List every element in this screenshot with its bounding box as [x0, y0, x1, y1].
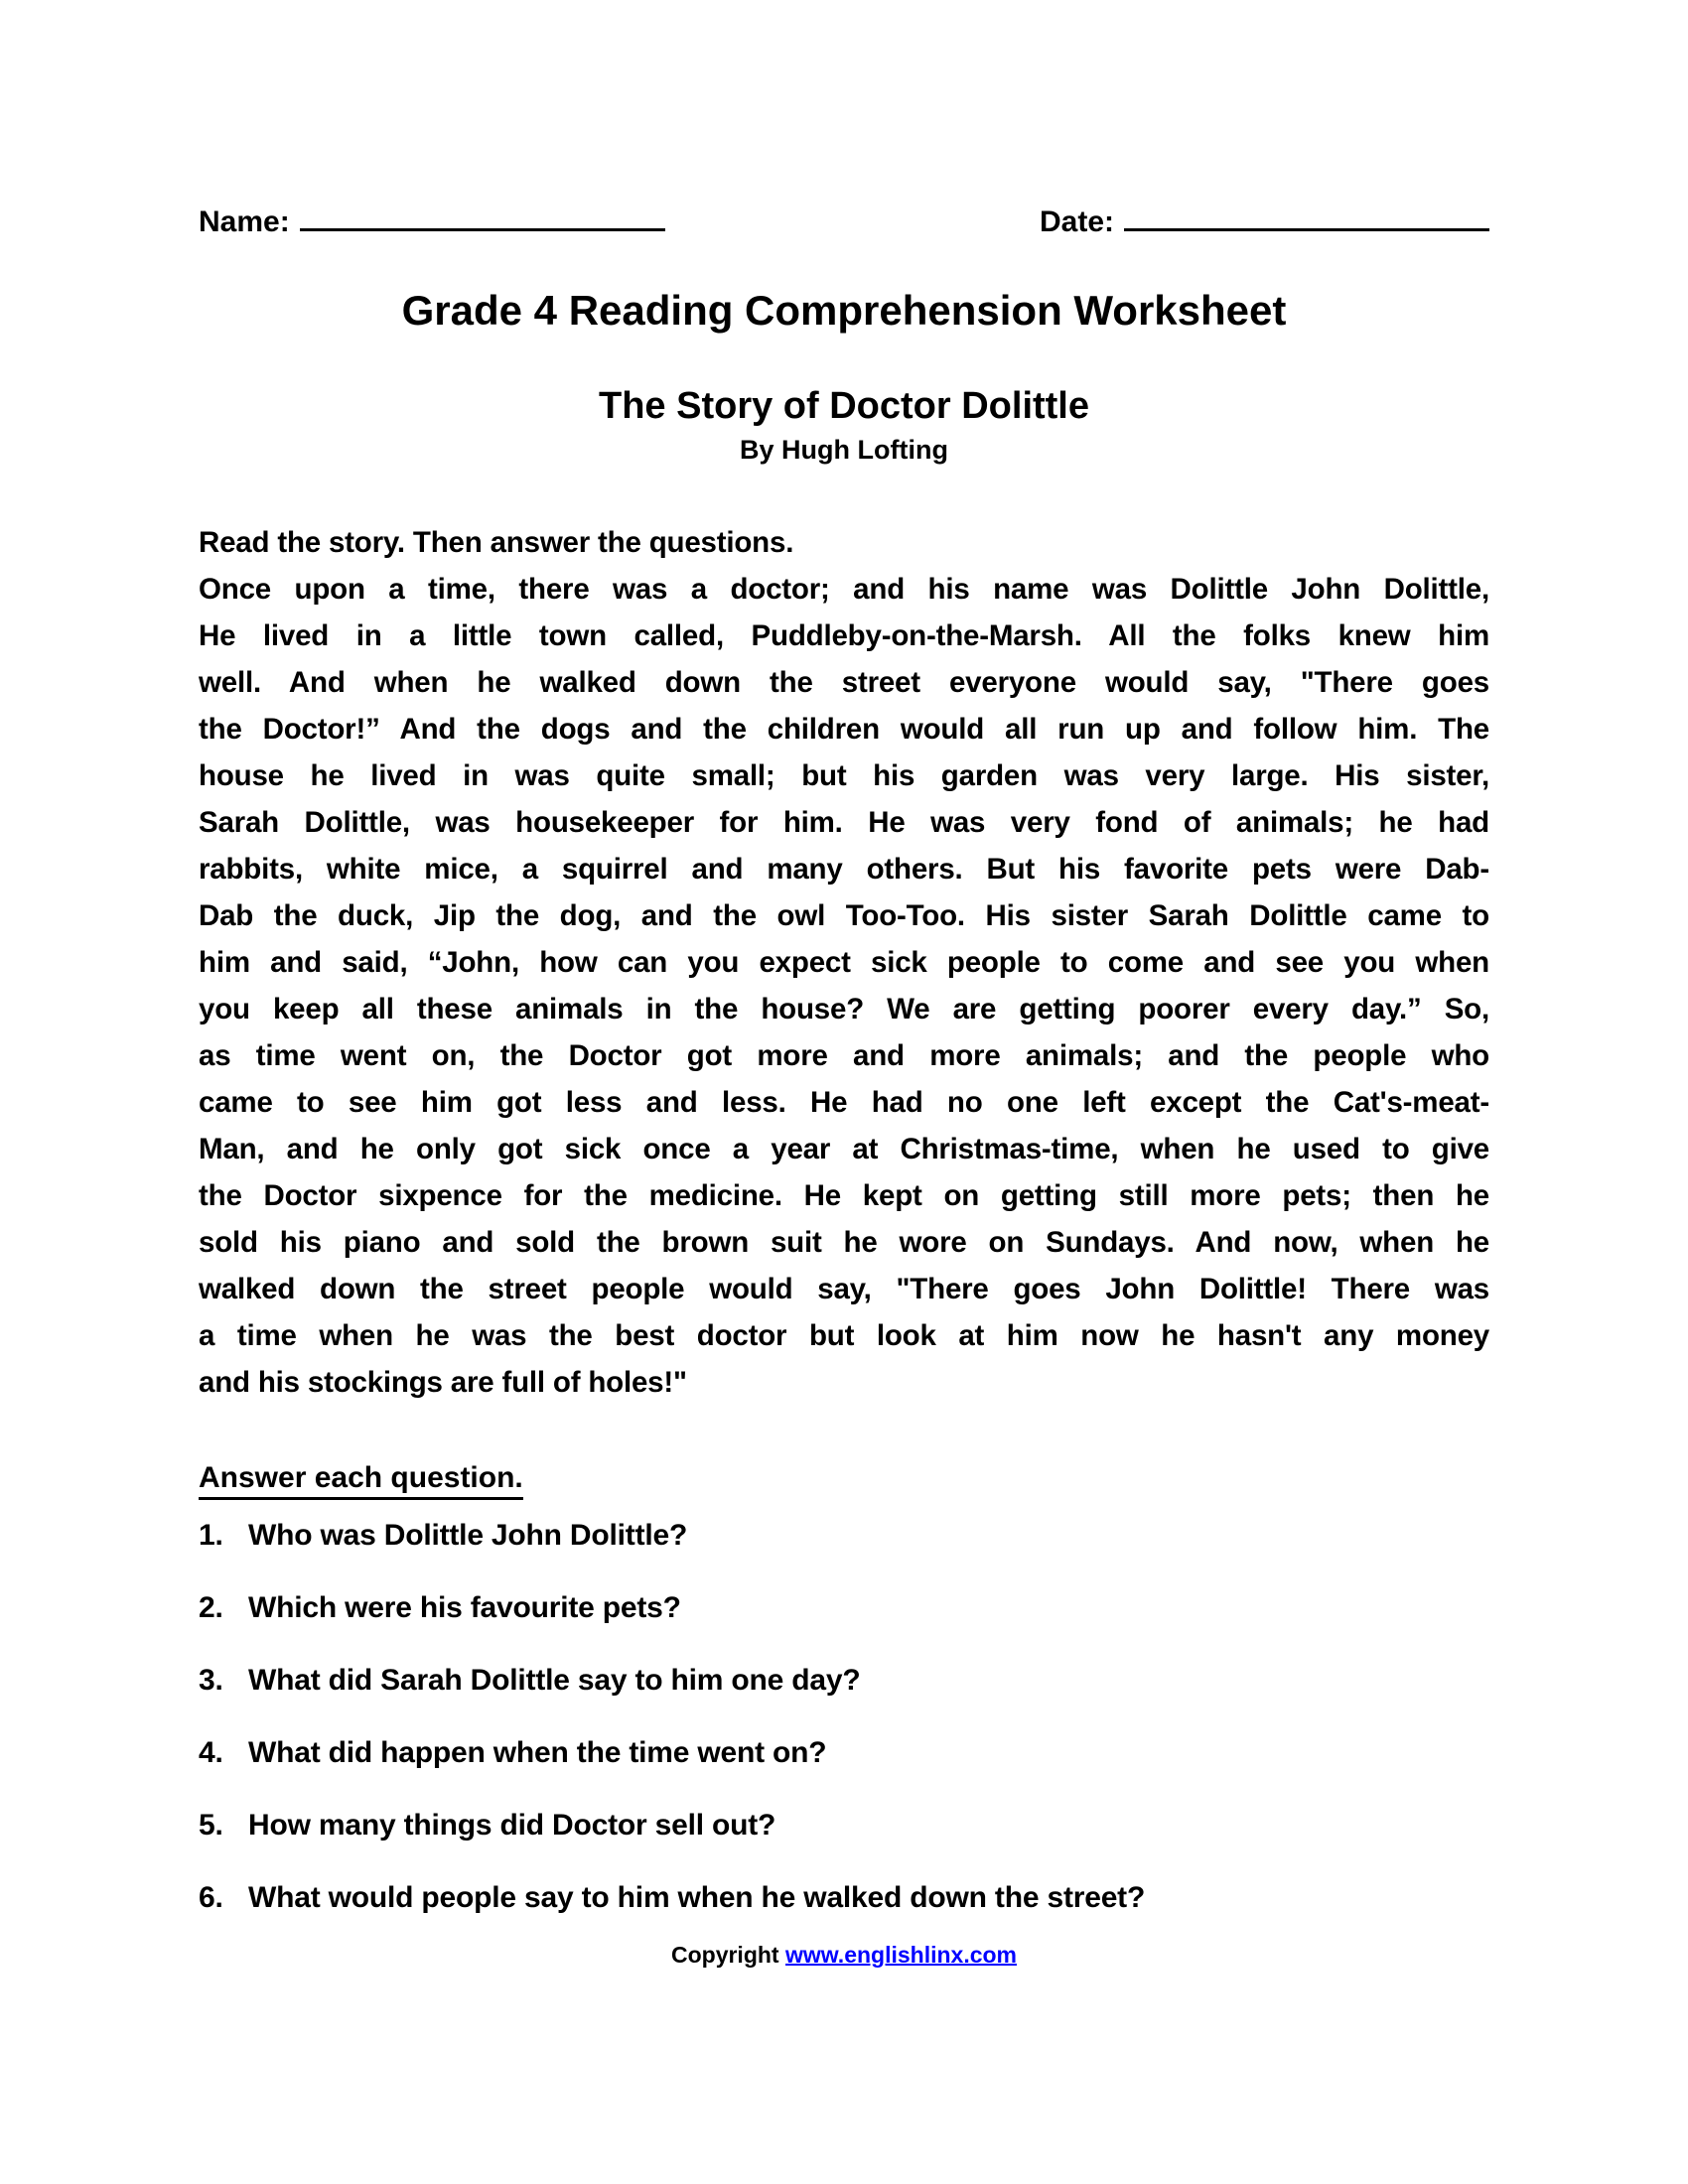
story-line: as time went on, the Doctor got more and more animals; and the people who — [199, 1039, 1489, 1072]
question-text: Who was Dolittle John Dolittle? — [248, 1519, 688, 1552]
date-field — [1040, 199, 1489, 240]
story-line: you keep all these animals in the house? We are getting poorer every day.” So, — [199, 993, 1489, 1025]
story-line: house he lived in was quite small; but his garden was very large. His sister, — [199, 759, 1489, 792]
story-line: Once upon a time, there was a doctor; and his name was Dolittle John Dolittle, — [199, 573, 1489, 606]
worksheet-title: Grade 4 Reading Comprehension Worksheet — [401, 287, 1287, 334]
story-line: a time when he was the best doctor but look at him now he hasn't any money — [199, 1319, 1489, 1352]
story-line: walked down the street people would say, "There goes John Dolittle! There was — [199, 1273, 1489, 1305]
header-row — [199, 0, 1489, 240]
story-line: well. And when he walked down the street everyone would say, "There goes — [199, 666, 1489, 699]
question-item — [199, 1737, 1489, 1768]
story-line: came to see him got less and less. He had no one left except the Cat's-meat- — [199, 1086, 1489, 1119]
date-label: Date: — [1039, 205, 1114, 238]
story-line: him and said, “John, how can you expect sick people to come and see you when — [199, 946, 1489, 979]
question-text: What did happen when the time went on? — [248, 1736, 827, 1769]
question-number: 3. — [199, 1664, 223, 1697]
question-number: 4. — [199, 1736, 223, 1769]
question-text: How many things did Doctor sell out? — [248, 1809, 776, 1842]
story-line: sold his piano and sold the brown suit he wore on Sundays. And now, when he — [199, 1226, 1489, 1259]
story-line: Dab the duck, Jip the dog, and the owl Too-Too. His sister Sarah Dolittle came to — [199, 899, 1489, 932]
question-item — [199, 1520, 1489, 1551]
story-line: the Doctor!” And the dogs and the children would all run up and follow him. The — [199, 713, 1489, 746]
question-text: What did Sarah Dolittle say to him one day? — [248, 1664, 861, 1697]
question-number: 1. — [199, 1519, 223, 1552]
englishlinx-link[interactable]: www.englishlinx.com — [784, 1942, 1018, 1968]
story-line: and his stockings are full of holes!" — [199, 1366, 687, 1399]
question-item — [199, 1810, 1489, 1841]
question-item — [199, 1665, 1489, 1696]
story-line: the Doctor sixpence for the medicine. He kept on getting still more pets; then he — [199, 1179, 1489, 1212]
question-item — [199, 1882, 1489, 1913]
story-title: The Story of Doctor Dolittle — [599, 385, 1089, 427]
question-text: Which were his favourite pets? — [248, 1591, 681, 1624]
story-line: He lived in a little town called, Puddleby-on-the-Marsh. All the folks knew him — [199, 619, 1489, 652]
story-line: Sarah Dolittle, was housekeeper for him. He was very fond of animals; he had — [199, 806, 1489, 839]
question-number: 2. — [199, 1591, 223, 1624]
question-text: What would people say to him when he walked down the street? — [248, 1881, 1146, 1914]
story-line: rabbits, white mice, a squirrel and many others. But his favorite pets were Dab- — [199, 853, 1489, 886]
answer-heading — [199, 1460, 1489, 1500]
name-label: Name: — [199, 205, 290, 238]
footer — [199, 1941, 1489, 1969]
name-field — [199, 199, 665, 240]
read-instruction: Read the story. Then answer the questions. — [199, 526, 794, 559]
questions-list — [199, 1520, 1489, 1913]
answer-heading-text: Answer each question. — [199, 1460, 523, 1500]
question-item — [199, 1592, 1489, 1623]
story-line: Man, and he only got sick once a year at Christmas-time, when he used to give — [199, 1133, 1489, 1165]
date-blank-line — [1124, 199, 1489, 231]
name-blank-line — [300, 199, 665, 231]
story-byline: By Hugh Lofting — [740, 435, 948, 465]
copyright-label: Copyright — [670, 1942, 779, 1968]
question-number: 6. — [199, 1881, 223, 1914]
story-paragraph — [199, 566, 1489, 1406]
question-number: 5. — [199, 1809, 223, 1842]
